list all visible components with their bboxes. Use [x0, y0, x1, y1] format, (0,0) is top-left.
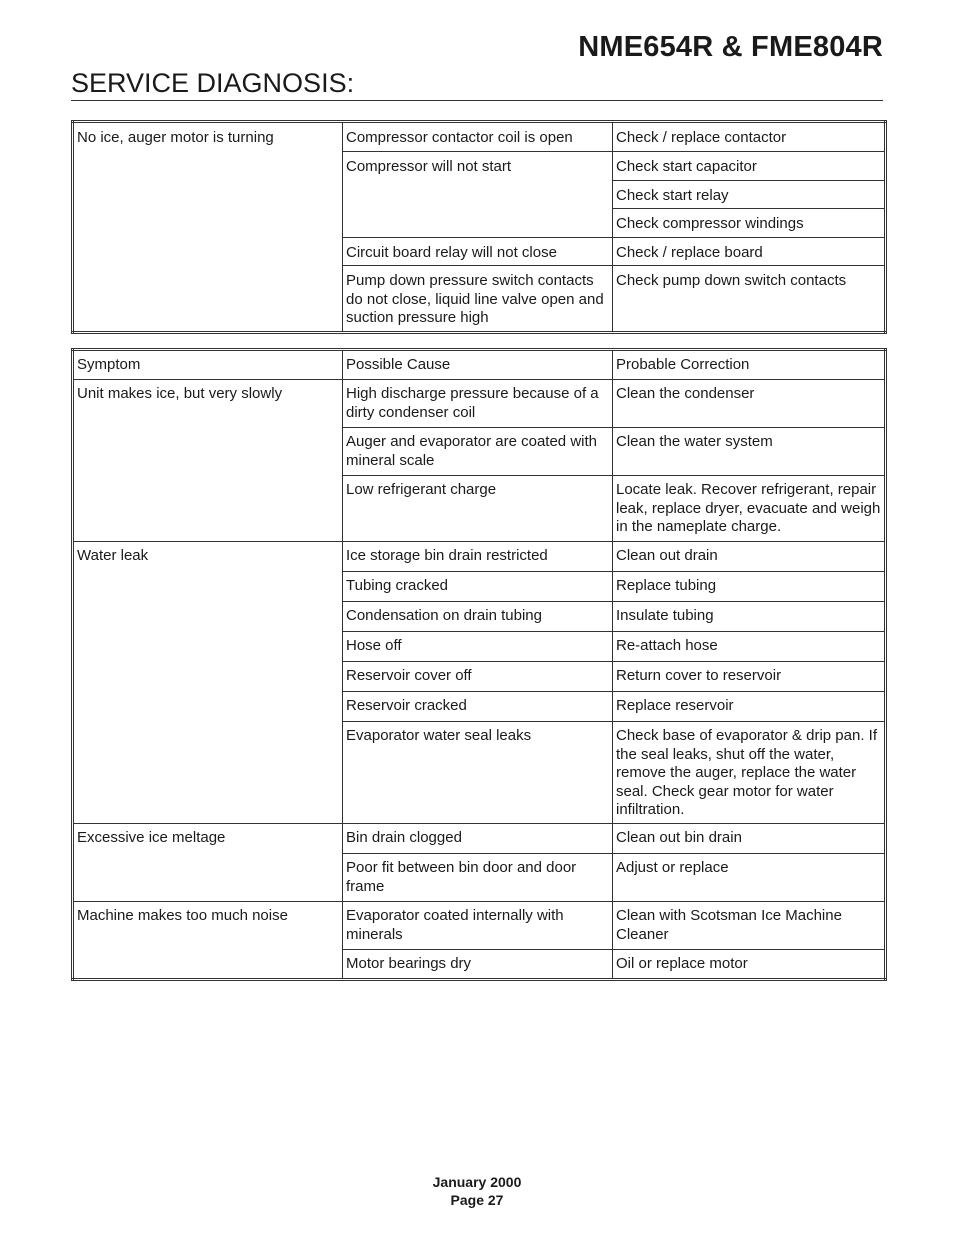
symptom-cell: Excessive ice meltage — [73, 824, 343, 902]
correction-cell: Clean the condenser — [613, 380, 886, 428]
cause-cell: Reservoir cover off — [343, 662, 613, 692]
cause-cell: Compressor will not start — [343, 152, 613, 238]
correction-cell: Clean with Scotsman Ice Machine Cleaner — [613, 902, 886, 950]
correction-cell: Replace reservoir — [613, 692, 886, 722]
symptom-cell: Machine makes too much noise — [73, 902, 343, 980]
cause-cell: Auger and evaporator are coated with mineral scale — [343, 428, 613, 476]
cause-cell: Compressor contactor coil is open — [343, 122, 613, 152]
correction-cell: Check base of evaporator & drip pan. If the seal leaks, shut off the water, remove the auger, replace the water seal. Check gear motor for water infiltration. — [613, 722, 886, 824]
cause-cell: Pump down pressure switch contacts do not close, liquid line valve open and suction pressure high — [343, 266, 613, 333]
correction-cell: Check pump down switch contacts — [613, 266, 886, 333]
cause-cell: Evaporator coated internally with minerals — [343, 902, 613, 950]
footer-page-number: Page 27 — [450, 1192, 504, 1208]
cause-cell: Hose off — [343, 632, 613, 662]
cause-cell: Condensation on drain tubing — [343, 602, 613, 632]
table-row — [73, 902, 886, 950]
diagnosis-table-main — [71, 348, 887, 981]
table-row — [73, 542, 886, 572]
table-header-row — [73, 350, 886, 380]
cause-cell: High discharge pressure because of a dirty condenser coil — [343, 380, 613, 428]
correction-cell: Clean the water system — [613, 428, 886, 476]
cause-cell: Poor fit between bin door and door frame — [343, 854, 613, 902]
title-divider — [71, 100, 883, 101]
table-row — [73, 824, 886, 854]
table-row — [73, 122, 886, 152]
header-probable-correction: Probable Correction — [613, 350, 886, 380]
correction-cell: Locate leak. Recover refrigerant, repair leak, replace dryer, evacuate and weigh in the nameplate charge. — [613, 476, 886, 542]
correction-cell: Check / replace board — [613, 237, 886, 266]
correction-cell: Replace tubing — [613, 572, 886, 602]
cause-cell: Bin drain clogged — [343, 824, 613, 854]
diagnosis-table-no-ice — [71, 120, 887, 334]
header-symptom: Symptom — [73, 350, 343, 380]
correction-cell: Check / replace contactor — [613, 122, 886, 152]
correction-cell: Check compressor windings — [613, 209, 886, 238]
section-title: SERVICE DIAGNOSIS: — [71, 68, 355, 98]
symptom-cell: Unit makes ice, but very slowly — [73, 380, 343, 542]
header-possible-cause: Possible Cause — [343, 350, 613, 380]
correction-cell: Clean out drain — [613, 542, 886, 572]
correction-cell: Insulate tubing — [613, 602, 886, 632]
symptom-cell: Water leak — [73, 542, 343, 824]
symptom-cell: No ice, auger motor is turning — [73, 122, 343, 333]
correction-cell: Oil or replace motor — [613, 950, 886, 980]
cause-cell: Reservoir cracked — [343, 692, 613, 722]
model-title: NME654R & FME804R — [578, 31, 883, 63]
correction-cell: Clean out bin drain — [613, 824, 886, 854]
footer-date: January 2000 — [432, 1174, 522, 1190]
cause-cell: Evaporator water seal leaks — [343, 722, 613, 824]
page-footer — [0, 1173, 954, 1209]
correction-cell: Adjust or replace — [613, 854, 886, 902]
cause-cell: Ice storage bin drain restricted — [343, 542, 613, 572]
cause-cell: Circuit board relay will not close — [343, 237, 613, 266]
cause-cell: Low refrigerant charge — [343, 476, 613, 542]
cause-cell: Tubing cracked — [343, 572, 613, 602]
correction-cell: Return cover to reservoir — [613, 662, 886, 692]
table-row — [73, 380, 886, 428]
cause-cell: Motor bearings dry — [343, 950, 613, 980]
correction-cell: Check start capacitor — [613, 152, 886, 181]
correction-cell: Check start relay — [613, 180, 886, 209]
correction-cell: Re-attach hose — [613, 632, 886, 662]
